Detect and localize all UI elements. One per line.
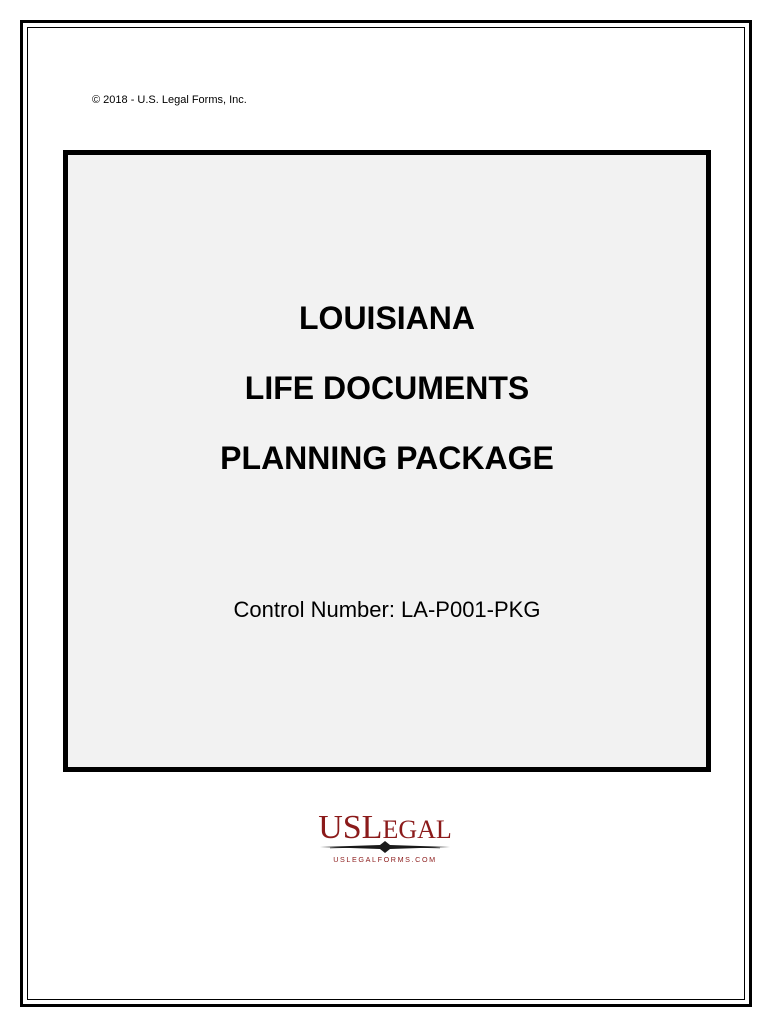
document-title-line-1: LIFE DOCUMENTS — [244, 370, 530, 406]
logo-wordmark: USLEGAL — [318, 809, 452, 846]
logo-url: USLEGALFORMS.COM — [333, 855, 437, 864]
state-title: LOUISIANA — [299, 300, 475, 336]
control-number: Control Number: LA-P001-PKG — [233, 597, 541, 622]
title-box — [63, 150, 711, 772]
document-title-line-2: PLANNING PACKAGE — [220, 440, 554, 476]
copyright-notice: © 2018 - U.S. Legal Forms, Inc. — [92, 94, 247, 106]
uslegal-logo — [300, 804, 470, 866]
